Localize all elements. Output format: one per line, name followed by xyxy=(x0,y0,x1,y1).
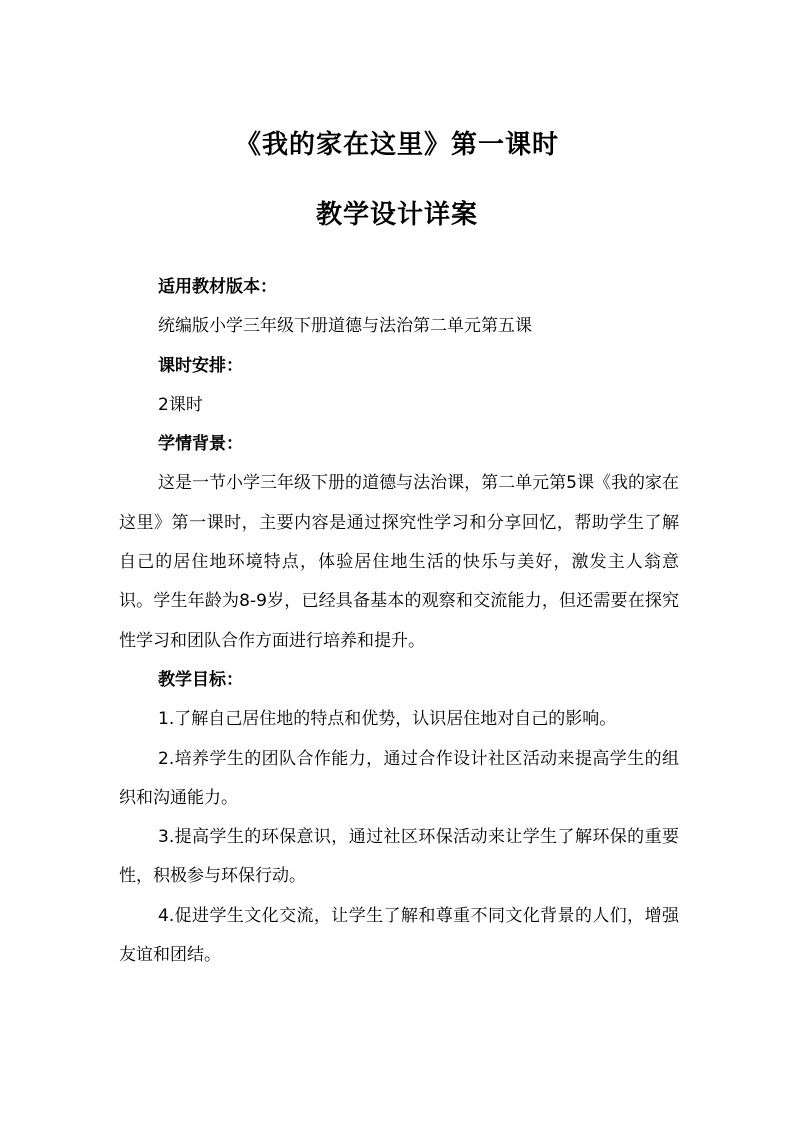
objectives-heading: 教学目标： xyxy=(158,669,243,690)
textbook-heading: 适用教材版本： xyxy=(158,277,277,297)
objective-item-3: 3.提高学生的环保意识，通过社区环保活动来让学生了解环保的重要性，积极参与环保行动。 xyxy=(119,827,679,887)
objective-item-4: 4.促进学生文化交流，让学生了解和尊重不同文化背景的人们，增强友谊和团结。 xyxy=(119,905,679,966)
document-title: 《我的家在这里》第一课时 xyxy=(234,130,559,160)
schedule-value: 2课时 xyxy=(158,394,203,415)
background-paragraph: 这是一节小学三年级下册的道德与法治课，第二单元第5课《我的家在这里》第一课时，主要内容是通过探究性学习和分享回忆，帮助学生了解自己的居住地环境特点，体验居住地生活的快乐与美好，激发主人翁意识。学生年龄为8-9岁，已经具备基本的观察和交流能力，但还需要在探究性学习和团队合作方面进行培养和提升。 xyxy=(119,473,679,651)
document-body xyxy=(119,268,679,975)
document-subtitle: 教学设计详案 xyxy=(315,200,478,230)
objective-item-2: 2.培养学生的团队合作能力，通过合作设计社区活动来提高学生的组织和沟通能力。 xyxy=(119,748,679,808)
background-heading: 学情背景： xyxy=(158,434,243,455)
textbook-value: 统编版小学三年级下册道德与法治第二单元第五课 xyxy=(158,316,532,337)
objective-item-1: 1.了解自己居住地的特点和优势，认识居住地对自己的影响。 xyxy=(158,709,617,730)
schedule-heading: 课时安排： xyxy=(158,355,243,376)
